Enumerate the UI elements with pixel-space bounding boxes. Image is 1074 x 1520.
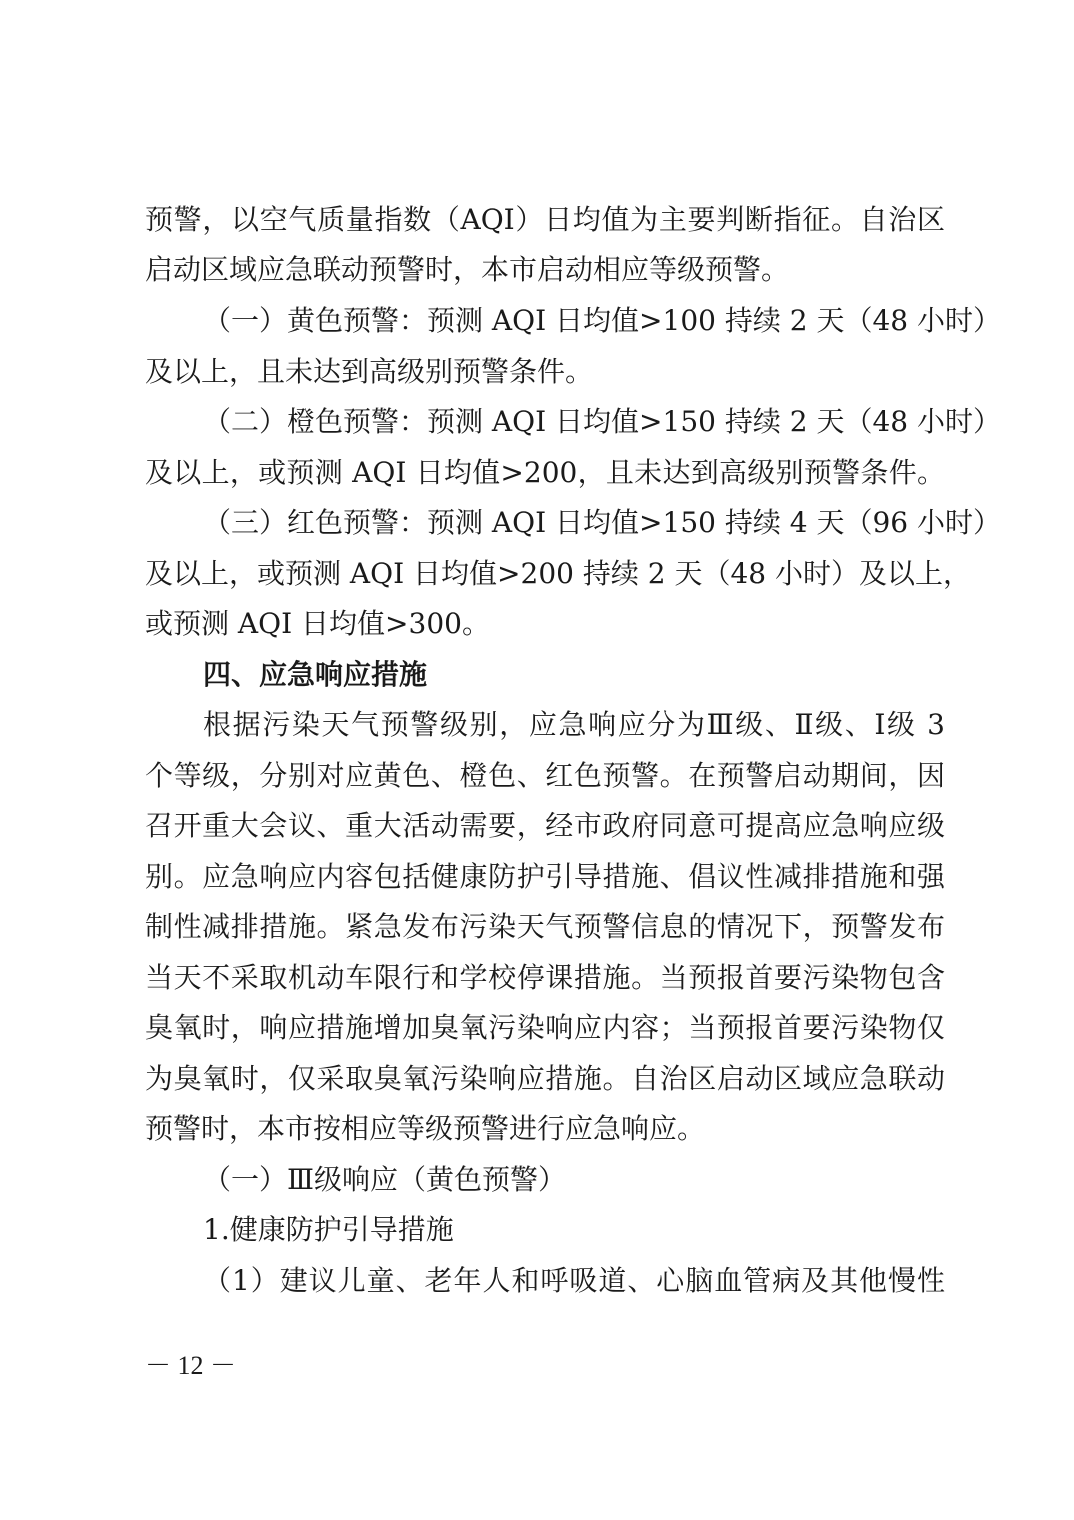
body-line: 预警时，本市按相应等级预警进行应急响应。 xyxy=(145,1112,706,1145)
body-line: 臭氧时，响应措施增加臭氧污染响应内容；当预报首要污染物仅 xyxy=(145,1011,945,1044)
section-heading: 四、应急响应措施 xyxy=(203,658,428,691)
body-line: 及以上，且未达到高级别预警条件。 xyxy=(145,355,594,388)
body-line: 别。应急响应内容包括健康防护引导措施、倡议性减排措施和强 xyxy=(145,860,945,893)
body-line: 根据污染天气预警级别，应急响应分为Ⅲ级、Ⅱ级、Ⅰ级 3 xyxy=(203,708,945,741)
body-line: 或预测 AQI 日均值>300。 xyxy=(145,607,490,640)
body-line: 个等级，分别对应黄色、橙色、红色预警。在预警启动期间，因 xyxy=(145,759,945,792)
body-line: 预警，以空气质量指数（AQI）日均值为主要判断指征。自治区 xyxy=(145,203,945,236)
subheading: （一）Ⅲ级响应（黄色预警） xyxy=(203,1163,567,1196)
body-line: （一）黄色预警：预测 AQI 日均值>100 持续 2 天（48 小时） xyxy=(203,304,1001,337)
body-line: 当天不采取机动车限行和学校停课措施。当预报首要污染物包含 xyxy=(145,961,945,994)
body-line: 启动区域应急联动预警时，本市启动相应等级预警。 xyxy=(145,253,790,286)
body-line: 召开重大会议、重大活动需要，经市政府同意可提高应急响应级 xyxy=(145,809,945,842)
body-line: （1）建议儿童、老年人和呼吸道、心脑血管病及其他慢性 xyxy=(203,1264,945,1297)
body-line: （二）橙色预警：预测 AQI 日均值>150 持续 2 天（48 小时） xyxy=(203,405,1001,438)
body-line: 为臭氧时，仅采取臭氧污染响应措施。自治区启动区域应急联动 xyxy=(145,1062,945,1095)
subheading: 1.健康防护引导措施 xyxy=(203,1213,454,1246)
body-line: 制性减排措施。紧急发布污染天气预警信息的情况下，预警发布 xyxy=(145,910,945,943)
page-number: － 12 － xyxy=(145,1351,237,1380)
body-line: （三）红色预警：预测 AQI 日均值>150 持续 4 天（96 小时） xyxy=(203,506,1001,539)
body-line: 及以上，或预测 AQI 日均值>200 持续 2 天（48 小时）及以上， xyxy=(145,557,971,590)
body-line: 及以上，或预测 AQI 日均值>200，且未达到高级别预警条件。 xyxy=(145,456,945,489)
